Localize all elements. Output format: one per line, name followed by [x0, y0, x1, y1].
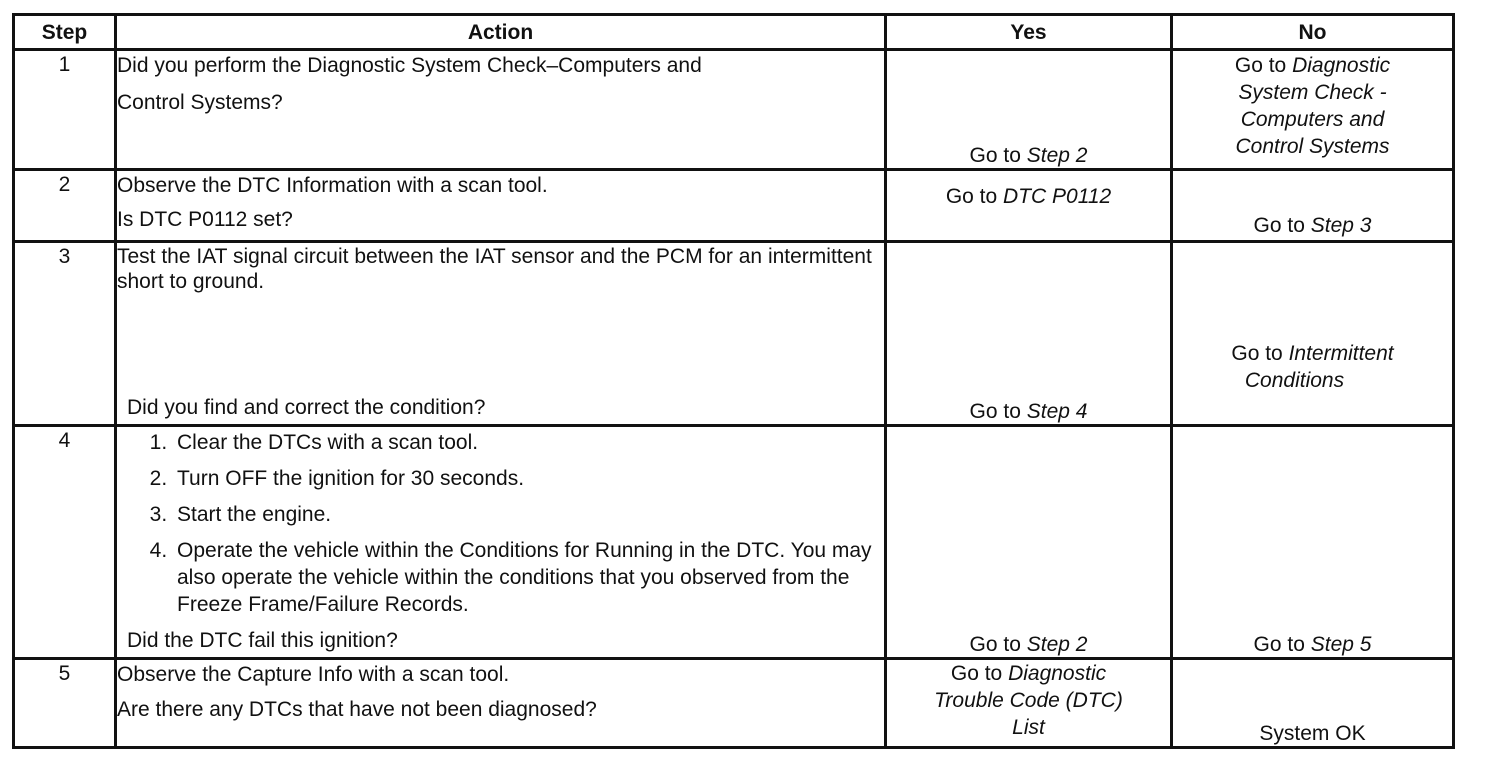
no-instruction[interactable]: Go to Step 5	[1253, 633, 1372, 656]
table-row	[14, 426, 1454, 659]
yes-instruction[interactable]: Go to Diagnostic Trouble Code (DTC) List	[934, 662, 1123, 739]
table-row	[14, 659, 1454, 748]
action-cell	[116, 426, 886, 659]
step-number: 3	[14, 242, 116, 426]
no-cell	[1172, 659, 1454, 748]
no-result: System OK	[1259, 722, 1366, 745]
reference-link[interactable]: System Check -	[1238, 81, 1387, 104]
header-step: Step	[14, 15, 116, 50]
yes-instruction[interactable]: Go to Step 2	[969, 144, 1088, 167]
list-item: 3. Start the engine.	[173, 501, 884, 528]
yes-cell	[886, 170, 1172, 242]
action-cell	[116, 242, 886, 426]
list-item: 1. Clear the DTCs with a scan tool.	[173, 429, 884, 456]
reference-link[interactable]: DTC P0112	[1003, 185, 1112, 208]
no-cell	[1172, 426, 1454, 659]
step-link[interactable]: Step 3	[1310, 214, 1372, 237]
reference-link[interactable]: Computers and	[1240, 108, 1385, 131]
table-row	[14, 242, 1454, 426]
action-cell	[116, 50, 886, 170]
yes-instruction[interactable]: Go to Step 4	[969, 400, 1088, 423]
action-steps-list	[117, 429, 884, 618]
header-no: No	[1172, 15, 1454, 50]
step-link[interactable]: Step 4	[1026, 400, 1088, 423]
step-link[interactable]: Step 2	[1026, 633, 1088, 656]
reference-link[interactable]: Diagnostic	[1292, 54, 1391, 77]
no-cell	[1172, 170, 1454, 242]
action-line: Are there any DTCs that have not been diagnosed?	[117, 698, 597, 721]
yes-cell	[886, 50, 1172, 170]
action-line: Is DTC P0112 set?	[117, 208, 293, 231]
reference-link[interactable]: Control Systems	[1235, 135, 1390, 158]
table-row	[14, 170, 1454, 242]
no-instruction[interactable]: Go to Diagnostic System Check - Computers and Control Systems	[1234, 54, 1391, 158]
step-number: 5	[14, 659, 116, 748]
table-row	[14, 50, 1454, 170]
list-item: 4. Operate the vehicle within the Conditions for Running in the DTC. You may also operate the vehicle within the conditions that you observed from the Freeze Frame/Failure Records.	[173, 537, 880, 618]
action-text: Test the IAT signal circuit between the IAT sensor and the PCM for an intermittent short to ground.	[117, 245, 872, 293]
no-cell	[1172, 242, 1454, 426]
reference-link[interactable]: Trouble Code (DTC)	[934, 689, 1123, 712]
action-line: Did you perform the Diagnostic System Check–Computers and	[117, 54, 702, 77]
action-question: Did the DTC fail this ignition?	[127, 629, 398, 652]
step-number: 2	[14, 170, 116, 242]
step-link[interactable]: Step 5	[1310, 633, 1372, 656]
action-cell	[116, 659, 886, 748]
action-line: Control Systems?	[117, 91, 283, 114]
diagnostic-table	[12, 13, 1455, 749]
no-instruction[interactable]: Go to Intermittent Conditions	[1231, 342, 1394, 392]
step-number: 1	[14, 50, 116, 170]
yes-instruction[interactable]: Go to Step 2	[969, 633, 1088, 656]
yes-cell	[886, 659, 1172, 748]
reference-link[interactable]: Conditions	[1244, 369, 1345, 392]
step-number: 4	[14, 426, 116, 659]
no-instruction[interactable]: Go to Step 3	[1253, 214, 1372, 237]
step-link[interactable]: Step 2	[1026, 144, 1088, 167]
action-question: Did you find and correct the condition?	[127, 396, 486, 419]
reference-link[interactable]: Intermittent	[1288, 342, 1394, 365]
yes-cell	[886, 426, 1172, 659]
action-cell	[116, 170, 886, 242]
reference-link[interactable]: List	[1012, 716, 1045, 739]
list-item: 2. Turn OFF the ignition for 30 seconds.	[173, 465, 884, 492]
header-action: Action	[116, 15, 886, 50]
header-yes: Yes	[886, 15, 1172, 50]
header-row	[14, 15, 1454, 50]
yes-instruction[interactable]: Go to DTC P0112	[945, 185, 1112, 208]
action-line: Observe the DTC Information with a scan tool.	[117, 174, 548, 197]
action-line: Observe the Capture Info with a scan tool.	[117, 663, 510, 686]
no-cell	[1172, 50, 1454, 170]
yes-cell	[886, 242, 1172, 426]
reference-link[interactable]: Diagnostic	[1008, 662, 1107, 685]
